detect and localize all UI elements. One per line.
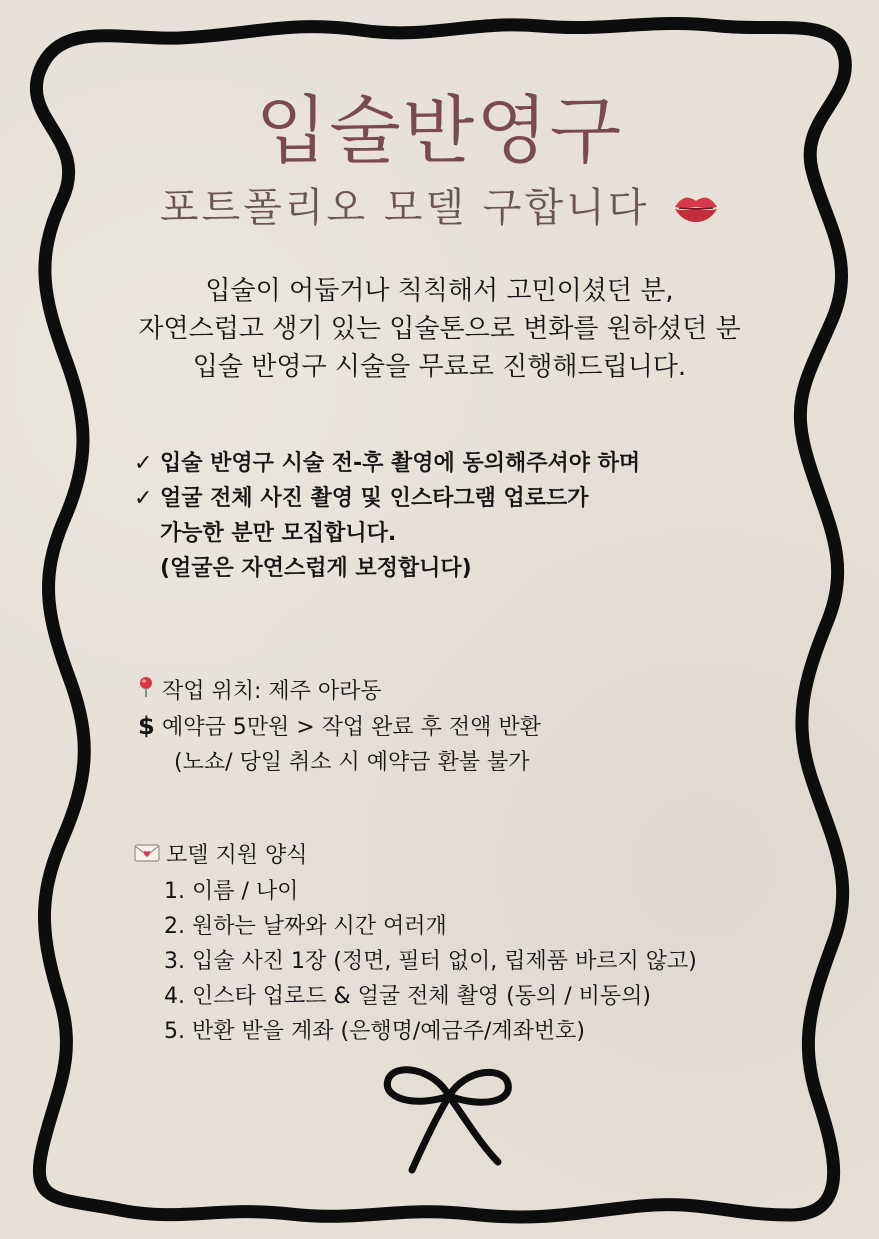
location-row [138, 674, 541, 709]
dollar-icon: $ [138, 712, 155, 740]
list-item: 3. 입술 사진 1장 (정면, 필터 없이, 립제품 바르지 않고) [192, 944, 697, 979]
intro-line: 자연스럽고 생기 있는 입술톤으로 변화를 원하셨던 분 [138, 314, 741, 344]
deposit-note: (노쇼/ 당일 취소 시 예약금 환불 불가 [174, 750, 530, 775]
deposit-row [138, 709, 541, 745]
lips-icon [673, 187, 719, 233]
intro-line: 입술이 어둡거나 칙칙해서 고민이셨던 분, [205, 276, 674, 306]
form-heading-text: 모델 지원 양식 [166, 843, 308, 868]
intro-paragraph [0, 272, 879, 386]
condition-continuation: 가능한 분만 모집합니다. [160, 521, 397, 546]
form-list [134, 874, 697, 1049]
intro-line: 입술 반영구 시술을 무료로 진행해드립니다. [192, 352, 687, 382]
page-title: 입술반영구 [255, 88, 624, 174]
condition-text: 얼굴 전체 사진 촬영 및 인스타그램 업로드가 [160, 486, 589, 511]
list-item: 2. 원하는 날짜와 시간 여러개 [192, 909, 697, 944]
round-pushpin-icon [138, 674, 162, 709]
info-block [138, 674, 541, 780]
conditions-block [134, 446, 640, 586]
deposit-text: 예약금 5만원 > 작업 완료 후 전액 반환 [162, 715, 541, 740]
ribbon-bow-icon [374, 1058, 524, 1178]
application-form-block [134, 838, 697, 1049]
location-text: 작업 위치: 제주 아라동 [162, 679, 382, 704]
condition-text: 입술 반영구 시술 전-후 촬영에 동의해주셔야 하며 [160, 451, 641, 476]
condition-note: (얼굴은 자연스럽게 보정합니다) [160, 556, 472, 581]
form-heading [134, 838, 697, 874]
condition-row [134, 481, 640, 516]
page-subtitle [0, 176, 879, 233]
list-item: 4. 인스타 업로드 & 얼굴 전체 촬영 (동의 / 비동의) [192, 979, 697, 1014]
check-icon: ✓ [134, 486, 153, 511]
check-icon: ✓ [134, 451, 153, 476]
love-letter-icon [134, 839, 160, 874]
list-item: 5. 반환 받을 계좌 (은행명/예금주/계좌번호) [192, 1014, 697, 1049]
list-item: 1. 이름 / 나이 [192, 874, 697, 909]
condition-row [134, 446, 640, 481]
subtitle-text: 포트폴리오 모델 구합니다 [159, 185, 650, 231]
